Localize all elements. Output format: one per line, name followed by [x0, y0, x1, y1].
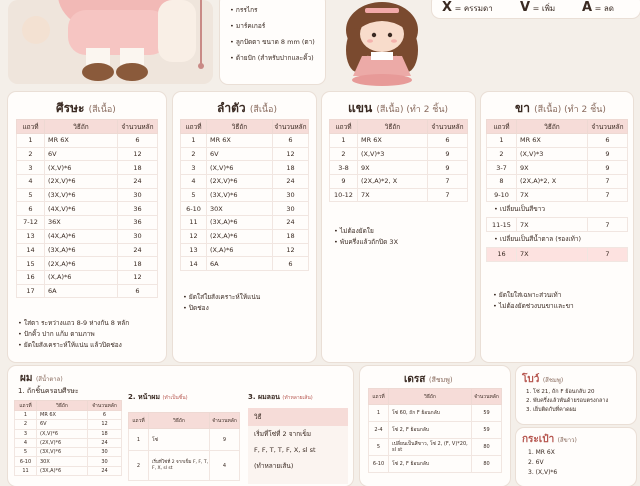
table-row	[487, 134, 628, 148]
leg-table-3	[486, 247, 628, 262]
stitch-cell: (X,V)*3	[517, 147, 588, 161]
stitch-cell: 30X	[207, 202, 273, 216]
col-row: แถวที่	[369, 389, 389, 405]
leg-change-brown: • เปลี่ยนเป็นสีน้ำตาล (รองเท้า)	[494, 235, 582, 244]
head-note: • ยัดใยสังเคราะห์ให้แน่น แล้วปิดช่อง	[18, 341, 122, 349]
arm-note: • ไม่ต้องยัดใย	[334, 227, 374, 235]
dress-table	[368, 388, 502, 473]
hair-curl-box	[248, 408, 348, 484]
body-title: ลำตัว (สีเนื้อ)	[217, 101, 277, 115]
count-cell: 30	[273, 188, 309, 202]
stitch-cell: (X,A)*6	[45, 270, 118, 284]
body-note: • ยัดใส่ใยสังเคราะห์ให้แน่น	[183, 293, 261, 301]
row-number-cell: 4	[17, 175, 45, 189]
count-cell: 30	[88, 448, 122, 457]
table-row	[181, 216, 309, 230]
count-cell: 9	[428, 147, 468, 161]
row-number-cell: 1	[15, 411, 37, 420]
leg-card	[481, 92, 633, 362]
stitch-cell: (X,V)*6	[37, 429, 88, 438]
row-number-cell: 2	[15, 420, 37, 429]
count-cell: 7	[428, 175, 468, 189]
row-number-cell: 1	[330, 134, 358, 148]
row-number-cell: 3	[15, 429, 37, 438]
count-cell: 36	[118, 202, 158, 216]
materials-list	[220, 0, 325, 66]
row-number-cell: 3-7	[487, 161, 517, 175]
count-cell: 59	[472, 422, 502, 439]
stitch-cell: 6V	[45, 147, 118, 161]
bag-card	[516, 428, 636, 486]
leg-title: ขา (สีเนื้อ) (ทำ 2 ชิ้น)	[515, 101, 606, 115]
count-cell: 12	[273, 147, 309, 161]
stitch-cell: (X,V)*3	[358, 147, 428, 161]
col-method: วิธีถัก	[517, 120, 588, 134]
table-row	[330, 161, 468, 175]
stitch-cell: (4X,A)*6	[45, 229, 118, 243]
body-note: • ปิดช่อง	[183, 304, 209, 312]
stitch-cell: 6A	[207, 257, 273, 271]
doll-photo-left	[8, 0, 213, 84]
stitch-cell: (2X,A)*6	[207, 229, 273, 243]
row-number-cell: 8	[487, 175, 517, 189]
table-row	[17, 134, 158, 148]
stitch-cell: (3X,V)*6	[207, 188, 273, 202]
head-table	[16, 119, 158, 298]
hair-bangs-table	[128, 412, 240, 481]
table-row	[17, 147, 158, 161]
table-row	[17, 175, 158, 189]
table-row	[487, 218, 628, 232]
col-row: แถวที่	[487, 120, 517, 134]
leg-note: • ยัดใยใส่เฉพาะส่วนเท้า	[493, 291, 562, 299]
count-cell: 6	[428, 134, 468, 148]
head-card	[8, 92, 166, 362]
count-cell: 18	[118, 161, 158, 175]
stitch-cell: 7X	[517, 218, 588, 232]
row-number-cell: 7-12	[17, 216, 45, 230]
table-row: 2 เริ่มที่โซ่ที่ 2 จากเข็ม F, F, T, F, X, sl st 4	[129, 451, 240, 481]
stitch-cell: 9X	[517, 161, 588, 175]
arm-note: • พับครึ่งแล้วถักปิด 3X	[334, 238, 399, 246]
count-cell: 80	[472, 456, 502, 473]
count-cell: 9	[428, 161, 468, 175]
bag-title: กระเป๋า (สีขาว)	[522, 434, 577, 445]
col-row: แถวที่	[15, 401, 37, 411]
row-number-cell: 11	[15, 466, 37, 475]
head-note: • ใส่ตา ระหว่างแถว 8-9 ห่างกัน 8 หลัก	[18, 319, 130, 327]
doll-left-illustration	[8, 0, 213, 84]
row-number-cell: 11-15	[487, 218, 517, 232]
doll-center-illustration	[335, 0, 430, 86]
count-cell: 24	[273, 216, 309, 230]
stitch-cell: (2X,V)*6	[45, 175, 118, 189]
stitch-cell: (4X,V)*6	[45, 202, 118, 216]
table-row	[17, 243, 158, 257]
hair-part2-title: 2. หน้าผม (ทำเป็นชิ้น)	[128, 393, 188, 401]
table-row	[181, 161, 309, 175]
col-method: วิธีถัก	[389, 389, 472, 405]
head-title: ศีรษะ (สีเนื้อ)	[56, 101, 116, 115]
row-number-cell: 2	[17, 147, 45, 161]
row-number-cell: 10-12	[330, 188, 358, 202]
stitch-cell: โซ่ 60, ถัก F ย้อนกลับ	[389, 405, 472, 422]
row-number-cell: 1	[487, 134, 517, 148]
row-number-cell: 4	[181, 175, 207, 189]
bow-step: 1. โซ่ 21, ถัก F ย้อนกลับ 20	[526, 389, 595, 395]
count-cell: 30	[273, 202, 309, 216]
leg-table-2	[486, 217, 628, 232]
table-row	[17, 161, 158, 175]
count-cell: 7	[428, 188, 468, 202]
body-card	[173, 92, 316, 362]
table-row	[369, 439, 502, 456]
count-cell: 12	[88, 420, 122, 429]
hair-part3-title: 3. ผมลอน (ทำหลายเส้น)	[248, 393, 313, 401]
count-cell: 6	[588, 134, 628, 148]
count-cell: 30	[88, 457, 122, 466]
table-row	[330, 188, 468, 202]
stitch-cell: (3X,A)*6	[207, 216, 273, 230]
bag-step: 2. 6V	[528, 459, 544, 466]
table-row	[330, 134, 468, 148]
stitch-cell: (X,V)*6	[45, 161, 118, 175]
stitch-cell: 7X	[517, 248, 588, 262]
stitch-cell: 36X	[45, 216, 118, 230]
table-row: 1 โซ่ 9	[129, 429, 240, 451]
stitch-cell: 9X	[358, 161, 428, 175]
stitch-cell: (3X,V)*6	[37, 448, 88, 457]
table-row	[17, 270, 158, 284]
table-row	[17, 216, 158, 230]
row-number-cell: 16	[487, 248, 517, 262]
material-item: • ด้ายปัก (สำหรับปากและคิ้ว)	[230, 54, 314, 62]
table-row	[487, 248, 628, 262]
table-row	[369, 456, 502, 473]
table-row	[181, 188, 309, 202]
hair-curl-header: วิธี	[248, 408, 348, 426]
col-count: จำนวนหลัก	[588, 120, 628, 134]
col-method: วิธีถัก	[45, 120, 118, 134]
table-row	[330, 147, 468, 161]
row-number-cell: 13	[17, 229, 45, 243]
table-row	[15, 420, 122, 429]
bag-step: 1. MR 6X	[528, 449, 555, 456]
stitch-cell: (2X,A)*2, X	[517, 175, 588, 189]
row-number-cell: 13	[181, 243, 207, 257]
table-row	[15, 457, 122, 466]
row-number-cell: 6-10	[181, 202, 207, 216]
count-cell: 30	[118, 188, 158, 202]
col-count: จำนวนหลัก	[210, 413, 240, 429]
count-cell: 9	[588, 147, 628, 161]
count-cell: 7	[588, 248, 628, 262]
row-number-cell: 2-4	[369, 422, 389, 439]
stitch-cell: MR 6X	[358, 134, 428, 148]
table-row	[181, 147, 309, 161]
table-row	[369, 422, 502, 439]
leg-change-white: • เปลี่ยนเป็นสีขาว	[494, 205, 545, 214]
table-row	[15, 448, 122, 457]
table-row	[181, 134, 309, 148]
arm-title: แขน (สีเนื้อ) (ทำ 2 ชิ้น)	[348, 101, 449, 115]
row-number-cell: 6	[17, 202, 45, 216]
col-count: จำนวนหลัก	[428, 120, 468, 134]
stitch-cell: (2X,A)*6	[45, 257, 118, 271]
count-cell: 12	[118, 270, 158, 284]
table-row	[487, 161, 628, 175]
row-number-cell: 14	[181, 257, 207, 271]
table-row	[181, 202, 309, 216]
col-method: วิธีถัก	[207, 120, 273, 134]
stitch-cell: โซ่ 2, F ย้อนกลับ	[389, 456, 472, 473]
stitch-cell: (3X,A)*6	[37, 466, 88, 475]
count-cell: 7	[588, 175, 628, 189]
col-count: จำนวนหลัก	[118, 120, 158, 134]
count-cell: 80	[472, 439, 502, 456]
row-number-cell: 1	[369, 405, 389, 422]
count-cell: 24	[273, 175, 309, 189]
col-method: วิธีถัก	[149, 413, 210, 429]
stitch-cell: MR 6X	[517, 134, 588, 148]
stitch-cell: 6V	[37, 420, 88, 429]
row-number-cell: 17	[17, 284, 45, 298]
count-cell: 59	[472, 405, 502, 422]
stitch-cell: 7X	[358, 188, 428, 202]
table-row	[181, 257, 309, 271]
leg-note: • ไม่ต้องยัดช่วงบนขาเเละขา	[493, 302, 574, 310]
hair-cap-table	[14, 400, 122, 476]
hair-curl-line: เริ่มที่โซ่ที่ 2 จากเข็ม	[254, 430, 312, 438]
row-number-cell: 12	[181, 229, 207, 243]
col-row: แถวที่	[129, 413, 149, 429]
count-cell: 6	[88, 411, 122, 420]
col-method: วิธีถัก	[358, 120, 428, 134]
table-row	[15, 411, 122, 420]
material-item: • กรรไกร	[230, 6, 258, 14]
count-cell: 30	[118, 229, 158, 243]
stitch-cell: (2X,V)*6	[207, 175, 273, 189]
body-table	[180, 119, 309, 271]
count-cell: 36	[118, 216, 158, 230]
stitch-cell: (X,A)*6	[207, 243, 273, 257]
hair-curl-line: (ทำหลายเส้น)	[254, 462, 294, 470]
legend-dec: A = ลด	[582, 0, 614, 15]
row-number-cell: 5	[15, 448, 37, 457]
count-cell: 18	[118, 257, 158, 271]
materials-card	[220, 0, 325, 84]
table-row	[17, 257, 158, 271]
count-cell: 18	[273, 229, 309, 243]
table-row	[181, 229, 309, 243]
col-count: จำนวนหลัก	[88, 401, 122, 411]
count-cell: 18	[273, 161, 309, 175]
table-row	[487, 175, 628, 189]
count-cell: 6	[118, 284, 158, 298]
row-number-cell: 2	[181, 147, 207, 161]
bow-card	[516, 366, 636, 424]
count-cell: 12	[273, 243, 309, 257]
stitch-cell: 6A	[45, 284, 118, 298]
leg-table	[486, 119, 628, 202]
count-cell: 24	[88, 466, 122, 475]
row-number-cell: 16	[17, 270, 45, 284]
table-row	[369, 405, 502, 422]
row-number-cell: 6-10	[369, 456, 389, 473]
row-number-cell: 11	[181, 216, 207, 230]
col-count: จำนวนหลัก	[472, 389, 502, 405]
arm-card	[322, 92, 475, 362]
col-row: แถวที่	[330, 120, 358, 134]
count-cell: 7	[588, 188, 628, 202]
material-item: • ลูกปัดตา ขนาด 8 mm (ตา)	[230, 38, 315, 46]
row-number-cell: 1	[17, 134, 45, 148]
table-row	[17, 229, 158, 243]
bow-step: 3. เย็บติดกับที่คาดผม	[526, 407, 577, 413]
col-count: จำนวนหลัก	[273, 120, 309, 134]
row-number-cell: 5	[17, 188, 45, 202]
table-row	[487, 188, 628, 202]
row-number-cell: 14	[17, 243, 45, 257]
bow-title: โบว์ (สีชมพู)	[522, 374, 564, 385]
table-row	[15, 429, 122, 438]
stitch-cell: MR 6X	[207, 134, 273, 148]
hair-title: ผม (สีน้ำตาล)	[20, 373, 63, 384]
hair-part1-title: 1. ถักชิ้นครอบศีรษะ	[18, 387, 79, 395]
row-number-cell: 2	[487, 147, 517, 161]
stitch-cell: MR 6X	[37, 411, 88, 420]
row-number-cell: 3-8	[330, 161, 358, 175]
stitch-cell: เปลี่ยนเป็นสีขาว, โซ่ 2, (F, V)*20, sl st	[389, 439, 472, 456]
table-row	[15, 466, 122, 475]
row-number-cell: 6-10	[15, 457, 37, 466]
material-item: • มาร์คเกอร์	[230, 22, 266, 30]
row-number-cell: 15	[17, 257, 45, 271]
table-row	[15, 438, 122, 447]
stitch-cell: (X,V)*6	[207, 161, 273, 175]
stitch-cell: 7X	[517, 188, 588, 202]
row-number-cell: 5	[181, 188, 207, 202]
stitch-cell: (3X,A)*6	[45, 243, 118, 257]
count-cell: 9	[588, 161, 628, 175]
row-number-cell: 1	[181, 134, 207, 148]
count-cell: 18	[88, 429, 122, 438]
dress-card	[360, 366, 510, 486]
arm-table	[329, 119, 468, 202]
doll-photo-center	[335, 0, 430, 86]
count-cell: 6	[273, 257, 309, 271]
bag-step: 3. (X,V)*6	[528, 469, 558, 476]
stitch-cell: (2X,A)*2, X	[358, 175, 428, 189]
table-row	[181, 243, 309, 257]
hair-card	[8, 366, 353, 486]
stitch-cell: (2X,V)*6	[37, 438, 88, 447]
head-note: • ปักคิ้ว ปาก แก้ม ตามภาพ	[18, 330, 95, 338]
stitch-cell: 6V	[207, 147, 273, 161]
legend-card	[432, 0, 640, 18]
count-cell: 24	[118, 243, 158, 257]
table-row	[181, 175, 309, 189]
col-row: แถวที่	[17, 120, 45, 134]
stitch-cell: 30X	[37, 457, 88, 466]
row-number-cell: 3	[181, 161, 207, 175]
count-cell: 12	[118, 147, 158, 161]
table-row	[17, 202, 158, 216]
row-number-cell: 3	[17, 161, 45, 175]
col-method: วิธีถัก	[37, 401, 88, 411]
dress-title: เดรส (สีชมพู)	[404, 374, 453, 385]
stitch-cell: โซ่ 2, F ย้อนกลับ	[389, 422, 472, 439]
table-row	[17, 284, 158, 298]
row-number-cell: 4	[15, 438, 37, 447]
table-row	[17, 188, 158, 202]
stitch-cell: (3X,V)*6	[45, 188, 118, 202]
count-cell: 7	[588, 218, 628, 232]
row-number-cell: 9-10	[487, 188, 517, 202]
stitch-cell: MR 6X	[45, 134, 118, 148]
row-number-cell: 2	[330, 147, 358, 161]
table-row	[487, 147, 628, 161]
row-number-cell: 5	[369, 439, 389, 456]
bow-step: 2. พับครึ่งแล้วพันด้ายรอบตรงกลาง	[526, 398, 609, 404]
legend-inc: V = เพิ่ม	[520, 0, 556, 15]
hair-curl-line: F, F, T, T, F, X, sl st	[254, 446, 316, 454]
row-number-cell: 9	[330, 175, 358, 189]
legend-sc: X = ครรมดา	[442, 0, 493, 15]
count-cell: 24	[88, 438, 122, 447]
count-cell: 6	[118, 134, 158, 148]
col-row: แถวที่	[181, 120, 207, 134]
count-cell: 24	[118, 175, 158, 189]
table-row	[330, 175, 468, 189]
count-cell: 6	[273, 134, 309, 148]
